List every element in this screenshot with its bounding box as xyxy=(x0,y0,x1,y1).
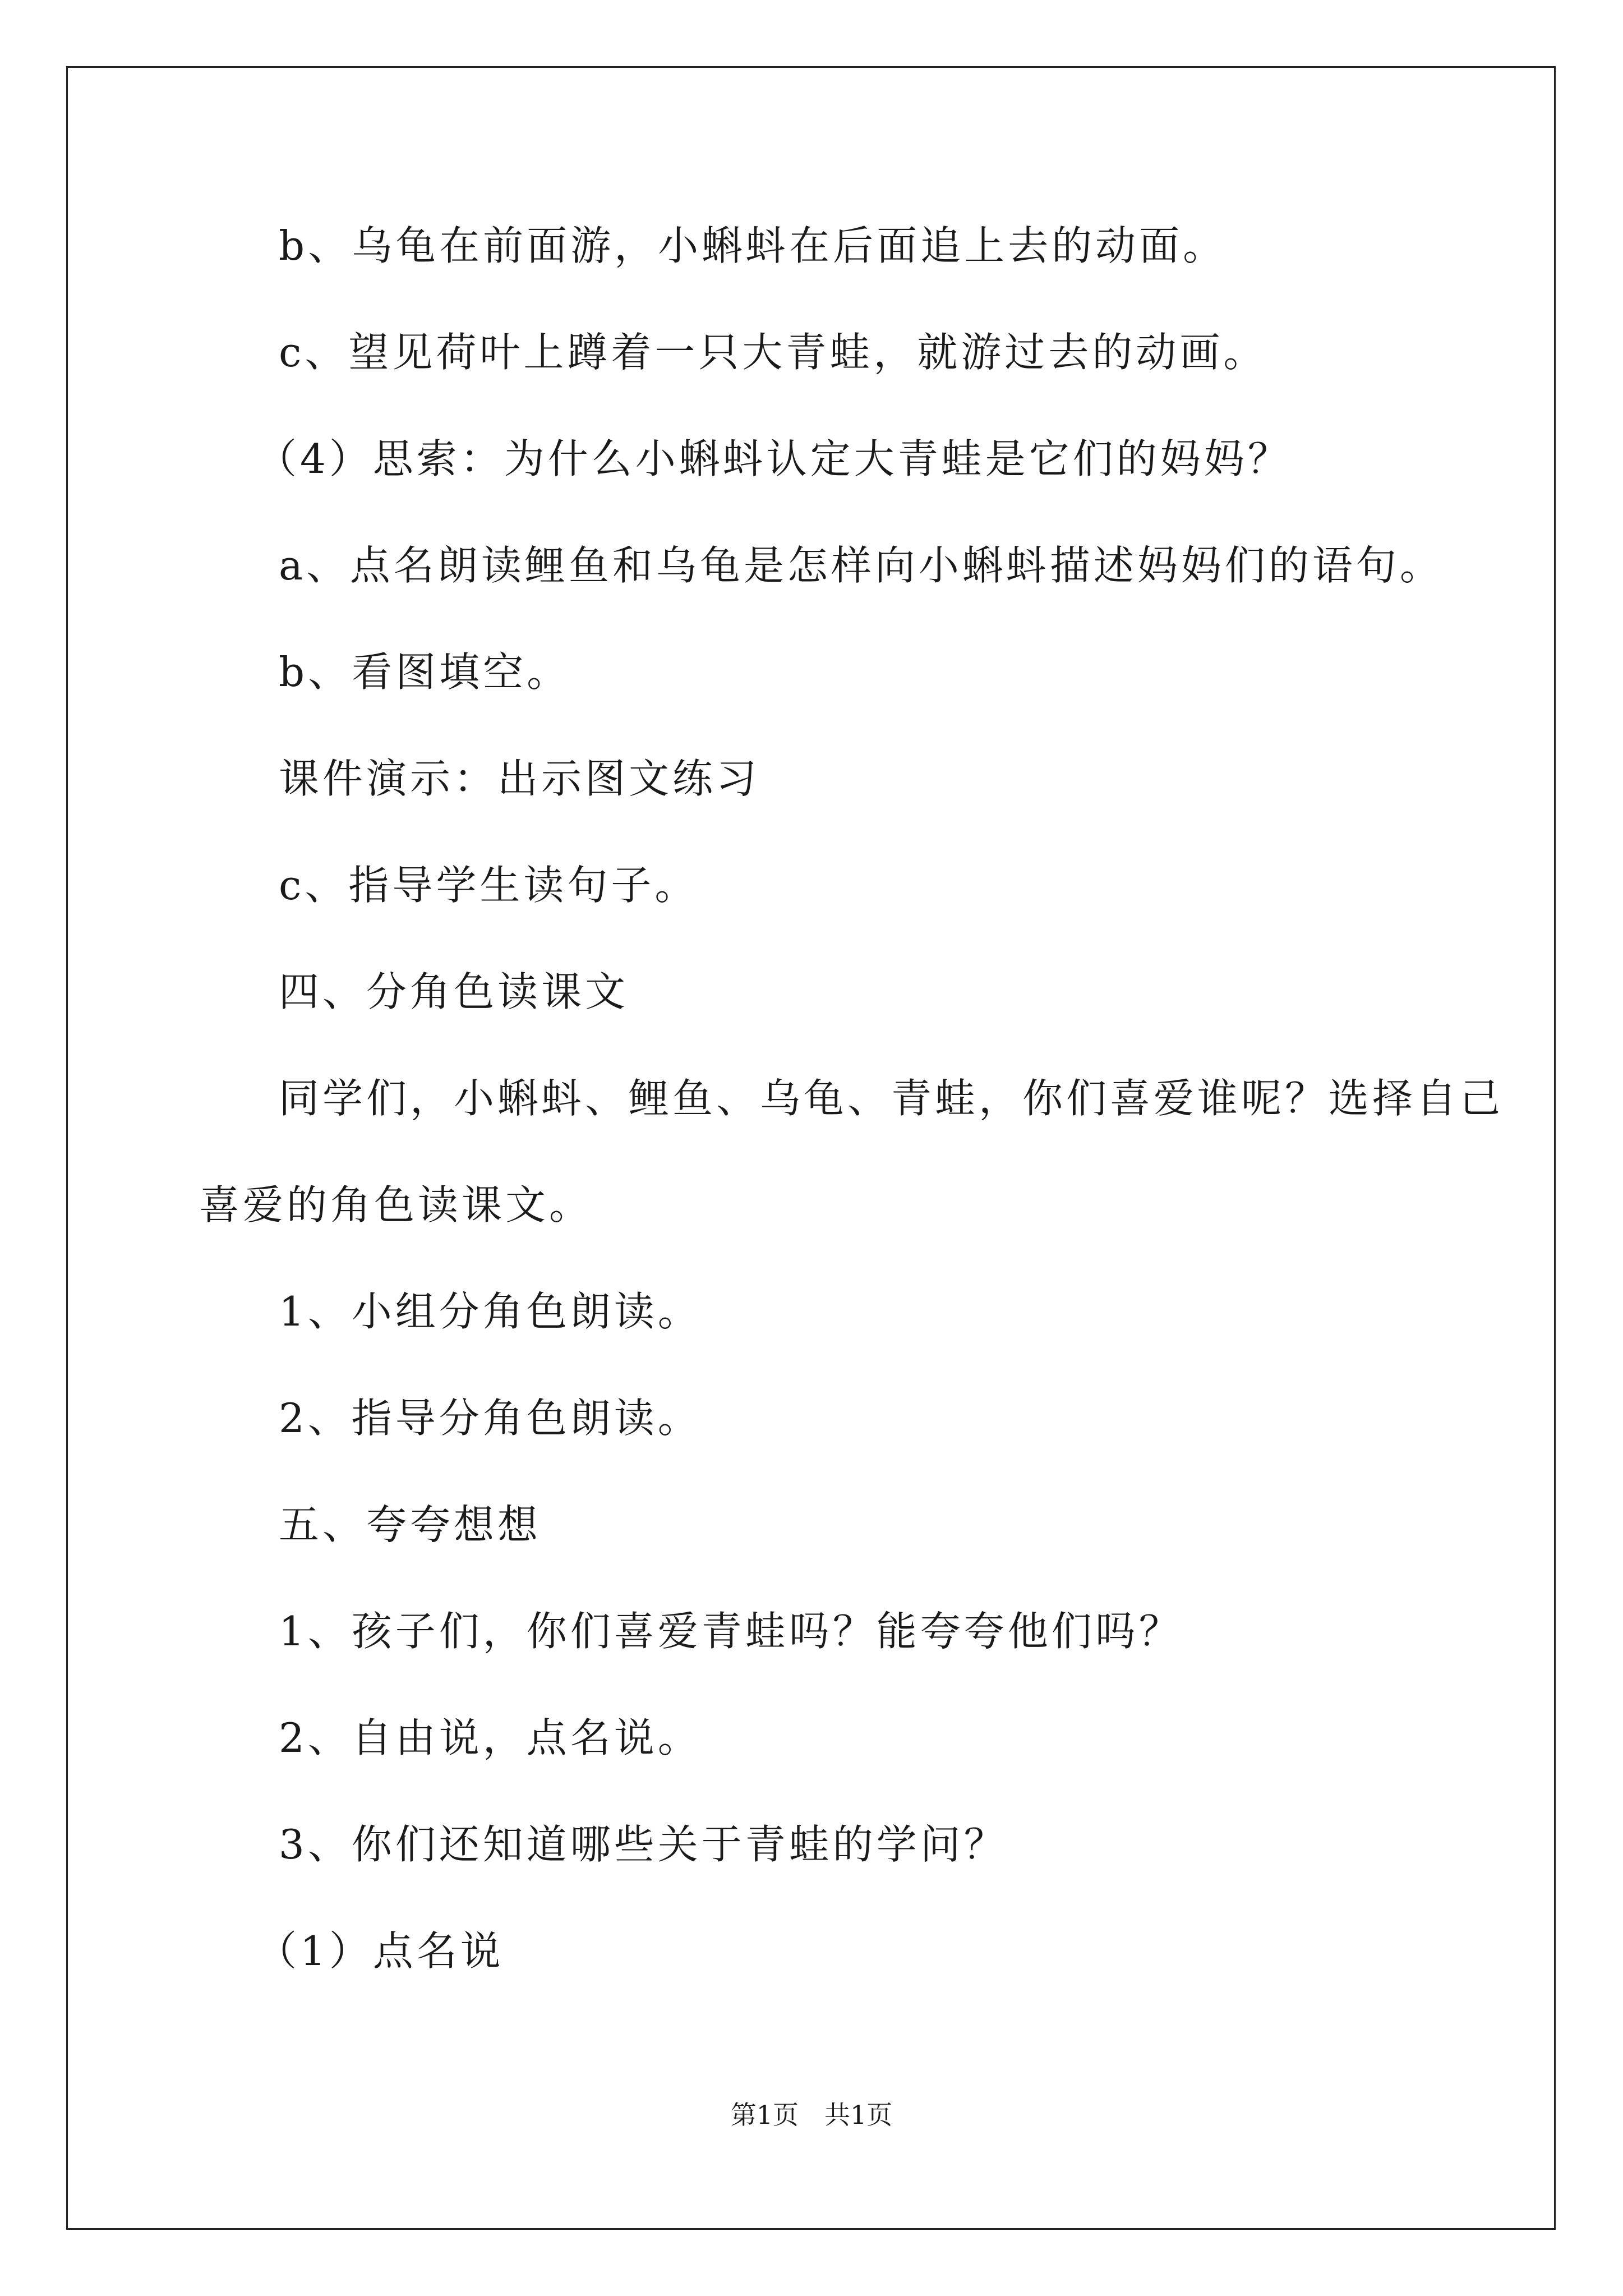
text-line-6: 课件演示：出示图文练习 xyxy=(279,755,760,802)
text-line-5: b、看图填空。 xyxy=(279,648,571,696)
text-line-14: 1、孩子们，你们喜爱青蛙吗？能夸夸他们吗？ xyxy=(279,1608,1183,1655)
page-border xyxy=(66,66,1556,2230)
text-line-7: c、指导学生读句子。 xyxy=(279,862,699,909)
text-line-1: b、乌龟在前面游，小蝌蚪在后面追上去的动面。 xyxy=(279,222,1227,269)
text-line-3: （4）思索：为什么小蝌蚪认定大青蛙是它们的妈妈？ xyxy=(256,435,1292,482)
text-line-11: 1、小组分角色朗读。 xyxy=(279,1288,702,1335)
page-number-footer: 第1页 共1页 xyxy=(730,2100,893,2130)
section-heading-5: 五、夸夸想想 xyxy=(279,1501,542,1548)
text-line-10: 喜爱的角色读课文。 xyxy=(199,1181,593,1228)
text-line-16: 3、你们还知道哪些关于青蛙的学问？ xyxy=(279,1821,1008,1868)
text-line-2: c、望见荷叶上蹲着一只大青蛙，就游过去的动画。 xyxy=(279,329,1267,376)
text-line-12: 2、指导分角色朗读。 xyxy=(279,1395,702,1442)
text-line-4: a、点名朗读鲤鱼和乌龟是怎样向小蝌蚪描述妈妈们的语句。 xyxy=(279,542,1444,589)
text-line-17: （1）点名说 xyxy=(256,1927,504,1975)
section-heading-4: 四、分角色读课文 xyxy=(279,968,629,1015)
text-line-15: 2、自由说，点名说。 xyxy=(279,1714,702,1761)
text-line-9: 同学们，小蝌蚪、鲤鱼、乌龟、青蛙，你们喜爱谁呢？选择自己 xyxy=(279,1075,1504,1122)
